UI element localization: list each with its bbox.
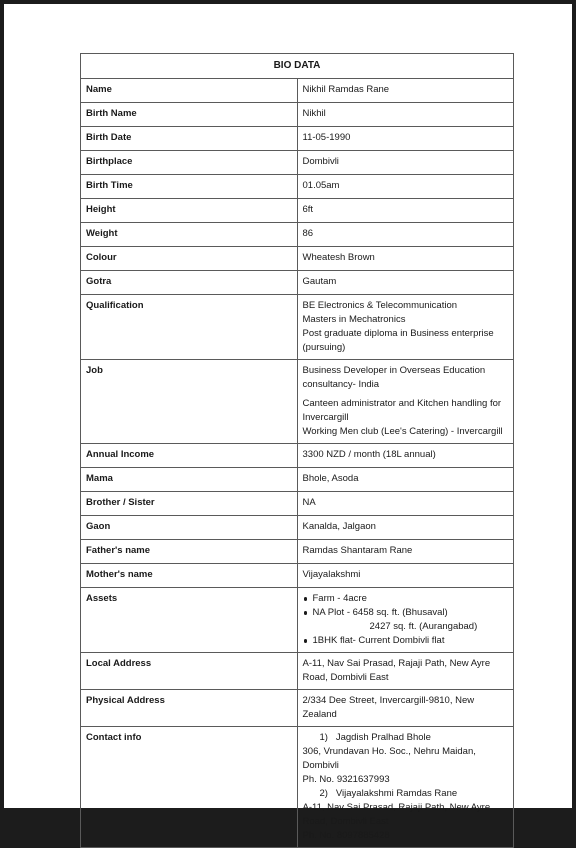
table-row bbox=[81, 727, 514, 848]
table-row bbox=[81, 223, 514, 247]
mothers-name-label: Mother's name bbox=[81, 564, 298, 588]
assets-value bbox=[297, 588, 514, 653]
contact-phone: Ph. No. 9321637993 bbox=[302, 774, 390, 785]
contact-name: 2) Vijayalakshmi Ramdas Rane bbox=[319, 788, 458, 799]
list-item bbox=[303, 606, 509, 634]
gotra-label: Gotra bbox=[81, 271, 298, 295]
list-item: 1BHK flat- Current Dombivli flat bbox=[303, 634, 509, 648]
job-value bbox=[297, 360, 514, 444]
height-label: Height bbox=[81, 199, 298, 223]
table-row bbox=[81, 516, 514, 540]
table-row bbox=[81, 653, 514, 690]
contact-address: A-11, Nav Sai Prasad, Rajaji Path, New Ayre Road, Dombivli East bbox=[302, 802, 491, 827]
assets-list bbox=[303, 592, 509, 648]
table-row bbox=[81, 444, 514, 468]
gotra-value: Gautam bbox=[297, 271, 514, 295]
table-row bbox=[81, 199, 514, 223]
colour-label: Colour bbox=[81, 247, 298, 271]
job-line: Working Men club (Lee's Catering) - Invercargill bbox=[302, 426, 503, 437]
contact-phone: Ph. No. 8097885428 bbox=[302, 830, 390, 841]
name-label: Name bbox=[81, 79, 298, 103]
table-row bbox=[81, 103, 514, 127]
birthplace-value: Dombivli bbox=[297, 151, 514, 175]
table-row bbox=[81, 79, 514, 103]
local-address-value: A-11, Nav Sai Prasad, Rajaji Path, New Ayre Road, Dombivli East bbox=[297, 653, 514, 690]
birth-time-label: Birth Time bbox=[81, 175, 298, 199]
job-line: Canteen administrator and Kitchen handling for Invercargill bbox=[302, 398, 502, 423]
contact-info-value bbox=[297, 727, 514, 848]
brother-sister-value: NA bbox=[297, 492, 514, 516]
asset-plot-extra: 2427 sq. ft. (Aurangabad) bbox=[369, 621, 478, 632]
table-row bbox=[81, 295, 514, 360]
gaon-label: Gaon bbox=[81, 516, 298, 540]
bio-data-table bbox=[80, 53, 514, 848]
contact-address: 306, Vrundavan Ho. Soc., Nehru Maidan, Dombivli bbox=[302, 746, 476, 771]
job-label: Job bbox=[81, 360, 298, 444]
table-row bbox=[81, 271, 514, 295]
colour-value: Wheatesh Brown bbox=[297, 247, 514, 271]
job-line: Business Developer in Overseas Education consultancy- India bbox=[302, 365, 486, 390]
name-value: Nikhil Ramdas Rane bbox=[297, 79, 514, 103]
table-row bbox=[81, 588, 514, 653]
birth-time-value: 01.05am bbox=[297, 175, 514, 199]
qualification-line: Masters in Mechatronics bbox=[302, 314, 406, 325]
annual-income-label: Annual Income bbox=[81, 444, 298, 468]
table-row bbox=[81, 175, 514, 199]
height-value: 6ft bbox=[297, 199, 514, 223]
birth-name-value: Nikhil bbox=[297, 103, 514, 127]
fathers-name-label: Father's name bbox=[81, 540, 298, 564]
bio-data-title: BIO DATA bbox=[81, 54, 514, 79]
assets-label: Assets bbox=[81, 588, 298, 653]
table-row bbox=[81, 564, 514, 588]
qualification-line: BE Electronics & Telecommunication bbox=[302, 300, 458, 311]
local-address-label: Local Address bbox=[81, 653, 298, 690]
contact-name: 1) Jagdish Pralhad Bhole bbox=[319, 732, 431, 743]
table-row bbox=[81, 690, 514, 727]
list-item: Farm - 4acre bbox=[303, 592, 509, 606]
physical-address-label: Physical Address bbox=[81, 690, 298, 727]
mama-label: Mama bbox=[81, 468, 298, 492]
table-row bbox=[81, 468, 514, 492]
gaon-value: Kanalda, Jalgaon bbox=[297, 516, 514, 540]
annual-income-value: 3300 NZD / month (18L annual) bbox=[297, 444, 514, 468]
weight-label: Weight bbox=[81, 223, 298, 247]
contact-info-label: Contact info bbox=[81, 727, 298, 848]
table-row bbox=[81, 247, 514, 271]
birth-name-label: Birth Name bbox=[81, 103, 298, 127]
birth-date-value: 11-05-1990 bbox=[297, 127, 514, 151]
brother-sister-label: Brother / Sister bbox=[81, 492, 298, 516]
birth-date-label: Birth Date bbox=[81, 127, 298, 151]
asset-plot-text: NA Plot - 6458 sq. ft. (Bhusaval) bbox=[312, 607, 448, 618]
title-row bbox=[81, 54, 514, 79]
fathers-name-value: Ramdas Shantaram Rane bbox=[297, 540, 514, 564]
physical-address-value: 2/334 Dee Street, Invercargill-9810, New Zealand bbox=[297, 690, 514, 727]
table-row bbox=[81, 151, 514, 175]
table-row bbox=[81, 540, 514, 564]
birthplace-label: Birthplace bbox=[81, 151, 298, 175]
qualification-value bbox=[297, 295, 514, 360]
qualification-line: Post graduate diploma in Business enterprise (pursuing) bbox=[302, 328, 494, 353]
table-row bbox=[81, 492, 514, 516]
table-row bbox=[81, 360, 514, 444]
weight-value: 86 bbox=[297, 223, 514, 247]
mama-value: Bhole, Asoda bbox=[297, 468, 514, 492]
document-page bbox=[4, 4, 572, 841]
mothers-name-value: Vijayalakshmi bbox=[297, 564, 514, 588]
qualification-label: Qualification bbox=[81, 295, 298, 360]
table-row bbox=[81, 127, 514, 151]
